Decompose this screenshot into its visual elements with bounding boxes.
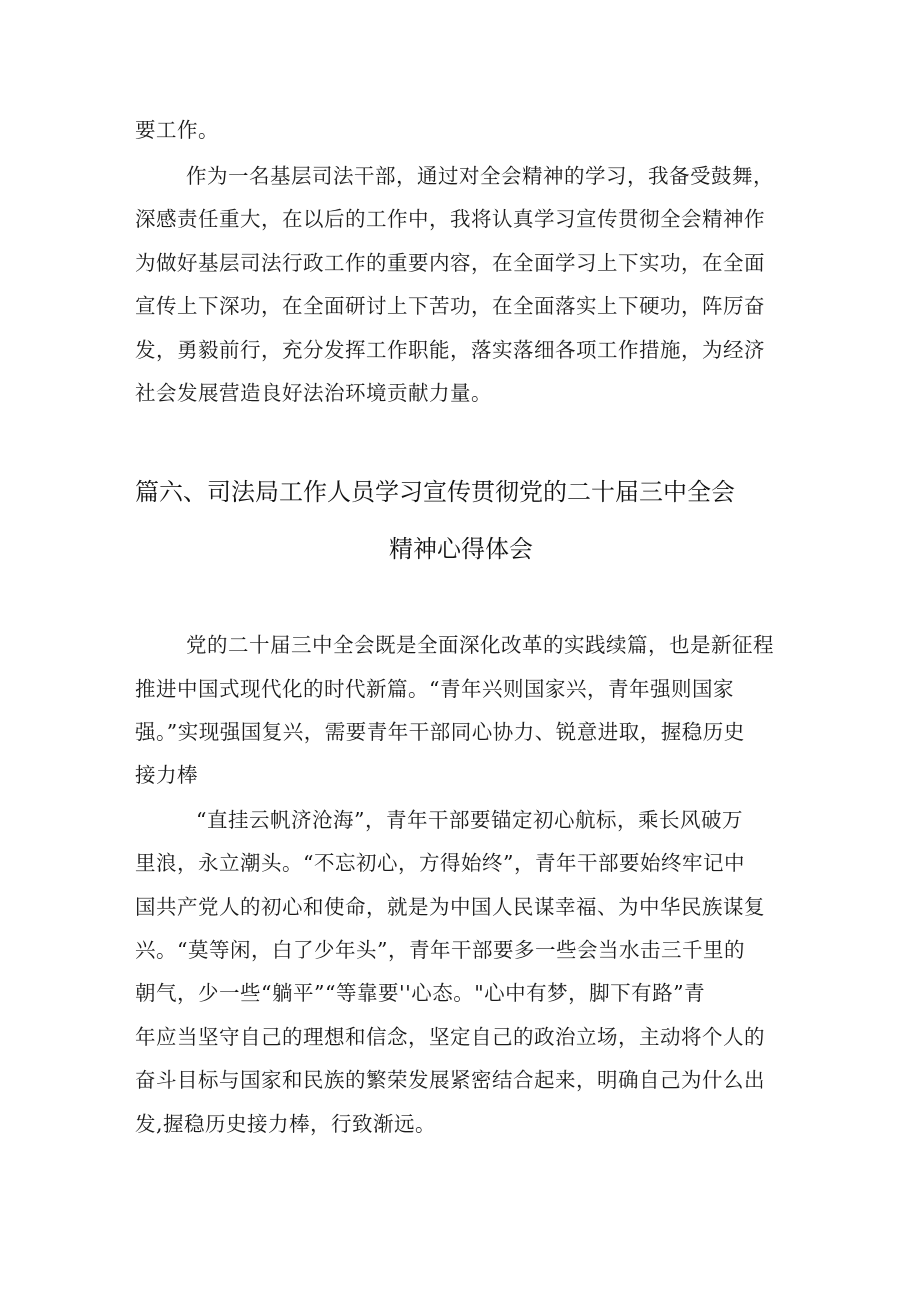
section-heading-line1: 篇六、司法局工作人员学习宣传贯彻党的二十届三中全会 (135, 478, 735, 506)
paragraph-line: 发,握稳历史接力棒，行致渐远。 (135, 1112, 437, 1136)
paragraph-line: 作为一名基层司法干部，通过对全会精神的学习，我备受鼓舞， (186, 164, 774, 188)
paragraph-line: 强。”实现强国复兴，需要青年干部同心协力、锐意进取，握稳历史 (135, 720, 745, 744)
paragraph-line: 发，勇毅前行，充分发挥工作职能，落实落细各项工作措施，为经济 (135, 338, 765, 362)
paragraph-line: 党的二十届三中全会既是全面深化改革的实践续篇，也是新征程 (186, 633, 774, 657)
paragraph-line: 里浪，永立潮头。“不忘初心，方得始终”，青年干部要始终牢记中 (135, 851, 745, 875)
paragraph-line: 国共产党人的初心和使命，就是为中国人民谋幸福、为中华民族谋复 (135, 895, 765, 919)
paragraph-line: 兴。“莫等闲，白了少年头”，青年干部要多一些会当水击三千里的 (135, 938, 745, 962)
paragraph-line: 社会发展营造良好法治环境贡献力量。 (135, 381, 492, 405)
paragraph-line: 朝气，少一些“躺平”“等靠要''心态。"心中有梦，脚下有路”青 (135, 981, 706, 1005)
paragraph-line: “直挂云帆济沧海”，青年干部要锚定初心航标，乘长风破万 (196, 808, 743, 832)
paragraph-line: 为做好基层司法行政工作的重要内容，在全面学习上下实功，在全面 (135, 251, 765, 275)
paragraph-line: 宣传上下深功，在全面研讨上下苦功，在全面落实上下硬功，阵厉奋 (135, 294, 765, 318)
paragraph-line: 深感责任重大，在以后的工作中，我将认真学习宣传贯彻全会精神作 (135, 207, 765, 231)
paragraph-line: 接力棒 (135, 763, 198, 787)
paragraph-line: 年应当坚守自己的理想和信念，坚定自己的政治立场，主动将个人的 (135, 1025, 765, 1049)
paragraph-line: 奋斗目标与国家和民族的繁荣发展紧密结合起来，明确自己为什么出 (135, 1068, 765, 1092)
paragraph-line: 推进中国式现代化的时代新篇。“青年兴则国家兴，青年强则国家 (135, 677, 734, 701)
continuation-line: 要工作。 (135, 118, 219, 142)
section-heading-line2: 精神心得体会 (389, 535, 533, 563)
